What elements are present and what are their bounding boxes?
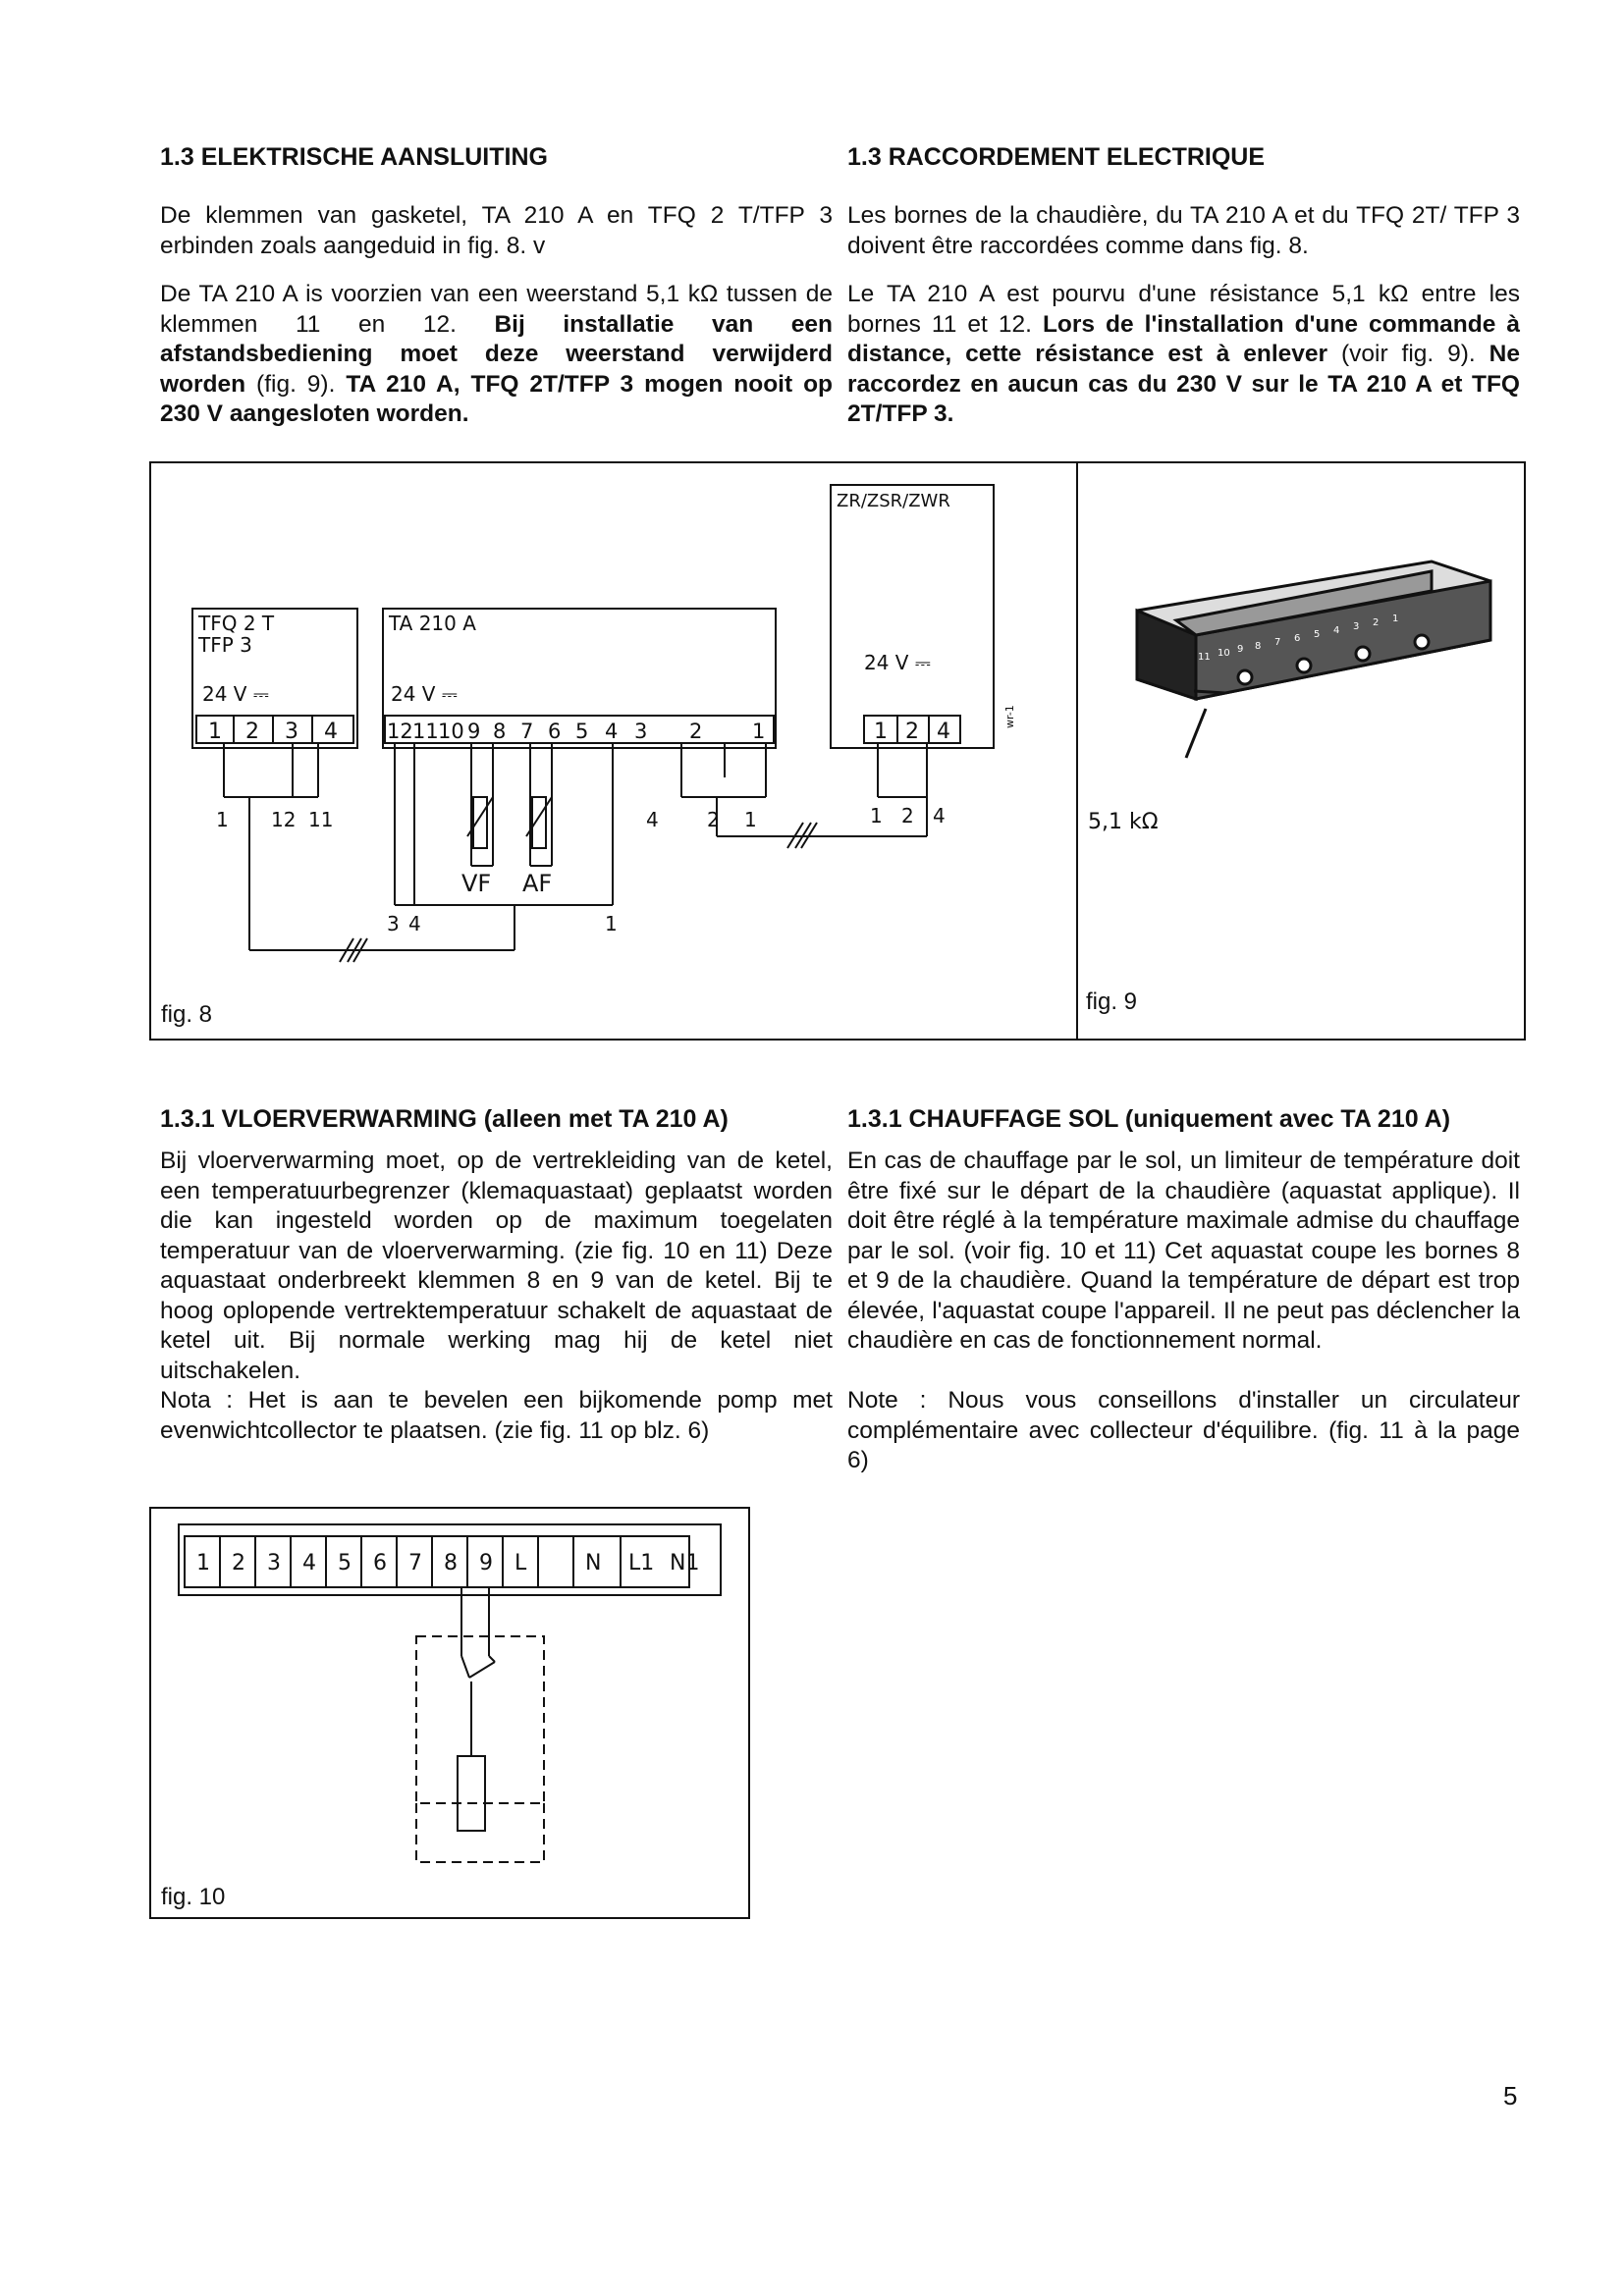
section-heading-fr: 1.3 RACCORDEMENT ELECTRIQUE — [847, 143, 1266, 171]
fig8-ta-right-wire: 1 — [744, 808, 757, 831]
paragraph-nl-2 — [160, 280, 833, 430]
paragraph-fr-2 — [847, 280, 1520, 430]
paragraph-nl-2b: Bij installatie van een afstandsbediening moet deze weerstand verwijderd worden — [160, 310, 833, 398]
paragraph-nl-2a: De TA 210 A is voorzien van een weerstand 5,1 kΩ tussen de klemmen 11 en 12. — [160, 281, 833, 338]
fig8-ta-terminal: 3 — [634, 720, 648, 743]
fig10-frame — [149, 1507, 750, 1919]
fig10-terminal: 4 — [302, 1551, 316, 1575]
fig8-ta-wire: 3 — [387, 912, 400, 935]
fig8-zr-label: ZR/ZSR/ZWR — [837, 491, 950, 511]
fig10-terminal: N — [585, 1551, 602, 1575]
fig10-terminal: 8 — [444, 1551, 458, 1575]
fig9-block-terminal: 10 — [1218, 648, 1230, 659]
page-number: 5 — [1503, 2081, 1518, 2110]
fig9-frame — [1076, 461, 1526, 1041]
fig8-zr-voltage: 24 V ⎓ — [864, 651, 931, 674]
fig9-block-terminal: 7 — [1274, 637, 1281, 648]
fig8-tfq-wire: 11 — [308, 808, 334, 831]
paragraph-fr-2d: Ne raccordez en aucun cas du 230 V sur le TA 210 A et TFQ 2T/TFP 3. — [847, 341, 1520, 427]
fig8-ta-terminal: 1 — [752, 720, 766, 743]
subsection-heading-fr: 1.3.1 CHAUFFAGE SOL (uniquement avec TA 210 A) — [847, 1105, 1451, 1133]
fig8-tfq-wire: 12 — [271, 808, 297, 831]
fig8-tfq-label-2: TFP 3 — [198, 633, 252, 657]
fig8-zr-terminal: 2 — [905, 720, 919, 744]
fig9-block-terminal: 2 — [1373, 617, 1380, 628]
fig10-terminal: 3 — [267, 1551, 281, 1575]
fig8-ta-terminal: 10 — [438, 720, 464, 743]
fig8-zr-wire: 4 — [933, 804, 946, 828]
fig8-tfq-label-1: TFQ 2 T — [198, 612, 275, 635]
fig8-zr-terminal: 4 — [937, 720, 950, 744]
fig9-block-terminal: 5 — [1314, 629, 1321, 640]
fig10-terminal: 2 — [232, 1551, 245, 1575]
fig8-ta-terminal: 11 — [412, 720, 439, 743]
fig8-wiring-diagram — [151, 463, 1076, 1039]
fig10-terminal: 9 — [479, 1551, 493, 1575]
fig8-ta-terminal: 6 — [548, 720, 562, 743]
fig8-tfq-voltage: 24 V ⎓ — [202, 682, 269, 706]
fig9-block-terminal: 6 — [1294, 633, 1301, 644]
fig9-block-terminal: 8 — [1255, 641, 1262, 652]
paragraph-nl-2c: (fig. 9). — [256, 370, 336, 398]
subsection-heading-nl: 1.3.1 VLOERVERWARMING (alleen met TA 210 A) — [160, 1105, 729, 1133]
fig10-terminal: 7 — [408, 1551, 422, 1575]
fig9-block-terminal: 11 — [1198, 652, 1211, 663]
fig10-aquastat-diagram — [151, 1509, 748, 1917]
paragraph-fr-1: Les bornes de la chaudière, du TA 210 A et du TFQ 2T/ TFP 3 doivent être raccordées comme dans fig. 8. — [847, 202, 1520, 259]
fig8-ta-wire: 1 — [605, 912, 618, 935]
fig8-ta-right-wire: 2 — [707, 808, 720, 831]
fig8-ta-voltage: 24 V ⎓ — [391, 682, 458, 706]
fig8-tfq-terminal: 2 — [245, 720, 259, 744]
fig8-frame — [149, 461, 1078, 1041]
paragraph-fr-2c: (voir fig. 9). — [1340, 341, 1476, 367]
fig9-terminal-block-illustration — [1078, 463, 1524, 1039]
fig10-terminal: L — [514, 1551, 527, 1575]
paragraph-nl-4: Nota : Het is aan te bevelen een bijkomende pomp met evenwichtcollector te plaatsen. (zie fig. 11 op blz. 6) — [160, 1387, 833, 1444]
fig8-zr-terminal: 1 — [874, 720, 888, 744]
fig9-block-terminal: 9 — [1237, 644, 1244, 655]
fig9-caption: fig. 9 — [1086, 988, 1138, 1015]
fig8-tfq-terminal: 1 — [208, 720, 222, 744]
fig9-block-terminal: 1 — [1392, 614, 1399, 624]
fig8-tfq-terminal: 3 — [285, 720, 298, 744]
fig10-terminal: L1 — [628, 1551, 655, 1575]
fig8-ta-terminal: 9 — [467, 720, 481, 743]
paragraph-fr-3: En cas de chauffage par le sol, un limiteur de température doit être fixé sur le départ de la chaudière (aquastat applique). Il doit être réglé à la température maximale admise du chauffage par le sol. (voir fig. 10 et 11) Cet aquastat coupe les bornes 8 et 9 de la chaudière. Quand la température de départ est trop élevée, l'aquastat coupe l'appareil. Il ne peut pas déclencher la chaudière en cas de fonctionnement normal. — [847, 1148, 1520, 1354]
fig8-ta-right-wire: 4 — [646, 808, 659, 831]
fig10-terminal: 1 — [196, 1551, 210, 1575]
paragraph-fr-4: Note : Nous vous conseillons d'installer un circulateur complémentaire avec collecteur d'équilibre. (fig. 11 à la page 6) — [847, 1387, 1520, 1473]
fig8-ta-terminal: 2 — [689, 720, 703, 743]
fig9-block-terminal: 4 — [1333, 625, 1340, 636]
fig10-terminal: 6 — [373, 1551, 387, 1575]
fig8-side-code: wr-1 — [1003, 705, 1016, 728]
fig8-sensor-vf: VF — [461, 870, 492, 897]
fig8-sensor-af: AF — [522, 870, 553, 897]
fig9-resistor-label: 5,1 kΩ — [1088, 810, 1159, 834]
fig10-terminal: N1 — [670, 1551, 700, 1575]
fig10-caption: fig. 10 — [161, 1884, 226, 1910]
fig8-caption: fig. 8 — [161, 1001, 213, 1028]
fig8-tfq-wire: 1 — [216, 808, 229, 831]
paragraph-nl-2d: TA 210 A, TFQ 2T/TFP 3 mogen nooit op 230 V aangesloten worden. — [160, 370, 833, 427]
fig8-ta-terminal: 7 — [520, 720, 534, 743]
fig8-ta-wire: 4 — [408, 912, 421, 935]
fig8-ta-terminal: 5 — [575, 720, 589, 743]
paragraph-nl-1: De klemmen van gasketel, TA 210 A en TFQ 2 T/TFP 3 erbinden zoals aangeduid in fig. 8. v — [160, 202, 833, 259]
fig10-terminal: 5 — [338, 1551, 352, 1575]
section-heading-nl: 1.3 ELEKTRISCHE AANSLUITING — [160, 143, 548, 171]
fig8-zr-wire: 2 — [901, 804, 914, 828]
paragraph-fr-2b: Lors de l'installation d'une commande à distance, cette résistance est à enlever — [847, 310, 1520, 367]
paragraph-fr-2a: Le TA 210 A est pourvu d'une résistance 5,1 kΩ entre les bornes 11 et 12. — [847, 281, 1520, 338]
fig8-ta-terminal: 4 — [605, 720, 619, 743]
paragraph-nl-3: Bij vloerverwarming moet, op de vertrekleiding van de ketel, een temperatuurbegrenzer (klemaquastaat) geplaatst worden die kan ingesteld worden op de maximum toegelaten temperatuur van de vloerverwarming. (zie fig. 10 en 11) Deze aquastaat onderbreekt klemmen 8 en 9 van de ketel. Bij te hoog oplopende vertrektemperatuur schakelt de aquastaat de ketel uit. Bij normale werking mag hij de ketel niet uitschakelen. — [160, 1148, 833, 1384]
fig9-block-terminal: 3 — [1353, 621, 1360, 632]
fig8-tfq-terminal: 4 — [324, 720, 338, 744]
fig8-ta-label: TA 210 A — [389, 612, 476, 635]
fig8-ta-terminal: 12 — [387, 720, 413, 743]
fig8-zr-wire: 1 — [870, 804, 883, 828]
fig8-ta-terminal: 8 — [493, 720, 507, 743]
